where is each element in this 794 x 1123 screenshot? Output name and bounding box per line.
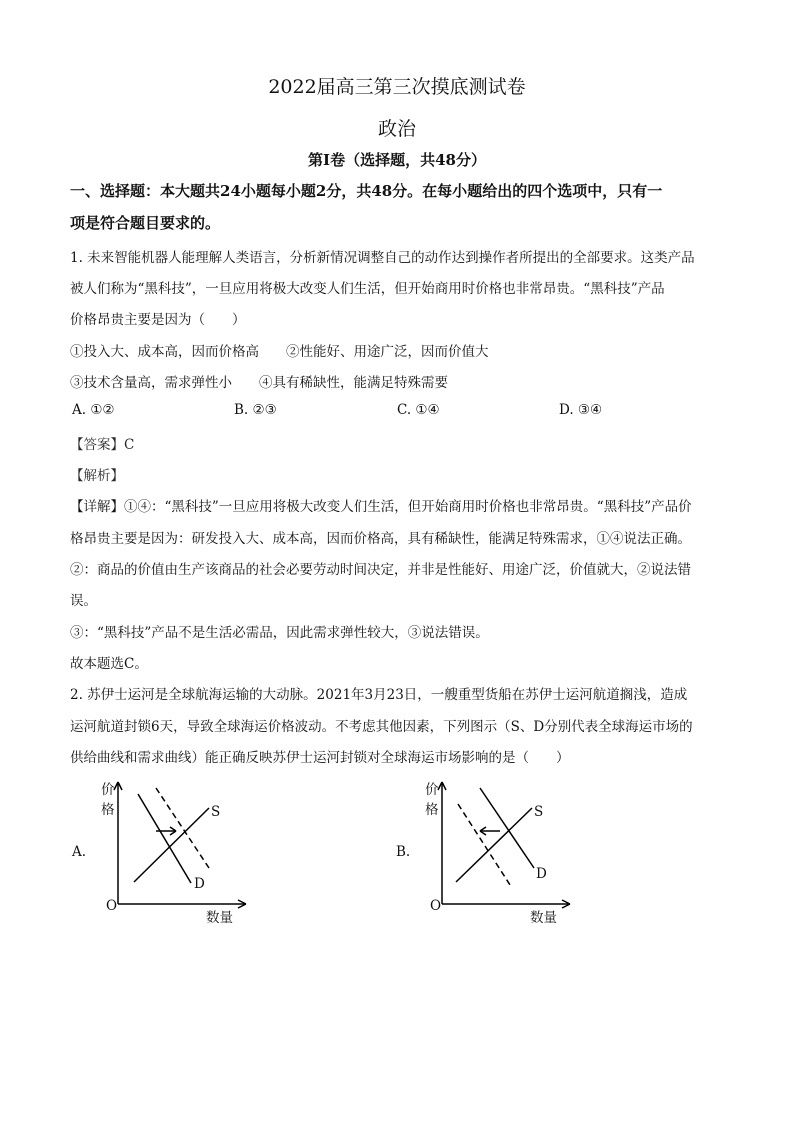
q1-options-34: ③技术含量高，需求弹性小 ④具有稀缺性，能满足特殊需要 <box>70 375 448 391</box>
q1-choice-c: C. ①④ <box>397 402 440 418</box>
graph-b-ylabel-1: 价 <box>425 782 439 798</box>
instructions-line-2: 项是符合题目要求的。 <box>70 214 221 232</box>
q1-choice-a: A. ①② <box>72 402 115 418</box>
q1-detail-4: 误。 <box>70 593 97 609</box>
graph-a-svg <box>96 776 256 926</box>
graph-a-ylabel-2: 格 <box>101 802 115 818</box>
graph-b-supply-label: S <box>534 804 544 820</box>
graph-b-svg <box>420 776 580 926</box>
q2-stem-1: 2. 苏伊士运河是全球航海运输的大动脉。2021年3月23日，一艘重型货船在苏伊士运河航道搁浅，造成 <box>70 687 688 703</box>
graph-b-origin: O <box>430 898 442 914</box>
graph-a-shifted-demand-line <box>156 788 209 868</box>
q1-choice-b: B. ②③ <box>234 402 277 418</box>
q1-analysis-label: 【解析】 <box>70 468 124 484</box>
graph-a <box>96 776 256 926</box>
q1-detail-5: ③：“黑科技”产品不是生活必需品，因此需求弹性较大，③说法错误。 <box>70 625 489 641</box>
q1-stem-1: 1. 未来智能机器人能理解人类语言，分析新情况调整自己的动作达到操作者所提出的全部要求。这类产品 <box>70 250 695 266</box>
q1-options-12: ①投入大、成本高，因而价格高 ②性能好、用途广泛，因而价值大 <box>70 344 489 360</box>
q2-stem-3: 供给曲线和需求曲线）能正确反映苏伊士运河封锁对全球海运市场影响的是（ ） <box>70 750 570 766</box>
graph-b-demand-line <box>480 788 534 868</box>
q1-detail-3: ②：商品的价值由生产该商品的社会必要劳动时间决定，并非是性能好、用途广泛，价值就大，②说法错 <box>70 562 691 578</box>
exam-title: 2022届高三第三次摸底测试卷 <box>268 76 526 98</box>
graph-b-option-label: B. <box>396 844 411 860</box>
graph-a-ylabel-1: 价 <box>101 782 115 798</box>
graph-a-option-label: A. <box>72 844 87 860</box>
q1-stem-3: 价格昂贵主要是因为（ ） <box>70 312 246 328</box>
graph-b <box>420 776 580 926</box>
graph-a-supply-line <box>134 808 209 882</box>
q1-detail-2: 格昂贵主要是因为：研发投入大、成本高，因而价格高，具有稀缺性，能满足特殊需求，①④说法正确。 <box>70 531 691 547</box>
graph-b-ylabel-2: 格 <box>425 802 439 818</box>
q1-answer: 【答案】C <box>70 437 135 453</box>
graph-a-origin: O <box>106 898 118 914</box>
q1-detail-1: 【详解】①④：“黑科技”一旦应用将极大改变人们生活，但开始商用时价格也非常昂贵。“黑科技”产品价 <box>70 499 692 515</box>
q2-stem-2: 运河航道封锁6天，导致全球海运价格波动。不考虑其他因素，下列图示（S、D分别代表全球海运市场的 <box>70 719 693 735</box>
instructions-line-1: 一、选择题：本大题共24小题每小题2分，共48分。在每小题给出的四个选项中，只有一 <box>70 182 663 200</box>
graph-a-supply-label: S <box>211 804 221 820</box>
subject-title: 政治 <box>377 118 416 140</box>
graph-a-xlabel: 数量 <box>206 910 233 926</box>
graph-a-demand-label: D <box>194 876 205 892</box>
q1-stem-2: 被人们称为“黑科技”，一旦应用将极大改变人们生活，但开始商用时价格也非常昂贵。“黑科技”产品 <box>70 281 665 297</box>
section-title: 第Ⅰ卷（选择题，共48分） <box>308 151 486 169</box>
q1-conclusion: 故本题选C。 <box>70 656 148 672</box>
graph-b-supply-line <box>456 808 532 882</box>
graph-b-shifted-demand-line <box>458 804 512 888</box>
graph-b-demand-label: D <box>536 866 547 882</box>
q1-choice-d: D. ③④ <box>559 402 603 418</box>
graph-b-xlabel: 数量 <box>530 910 557 926</box>
